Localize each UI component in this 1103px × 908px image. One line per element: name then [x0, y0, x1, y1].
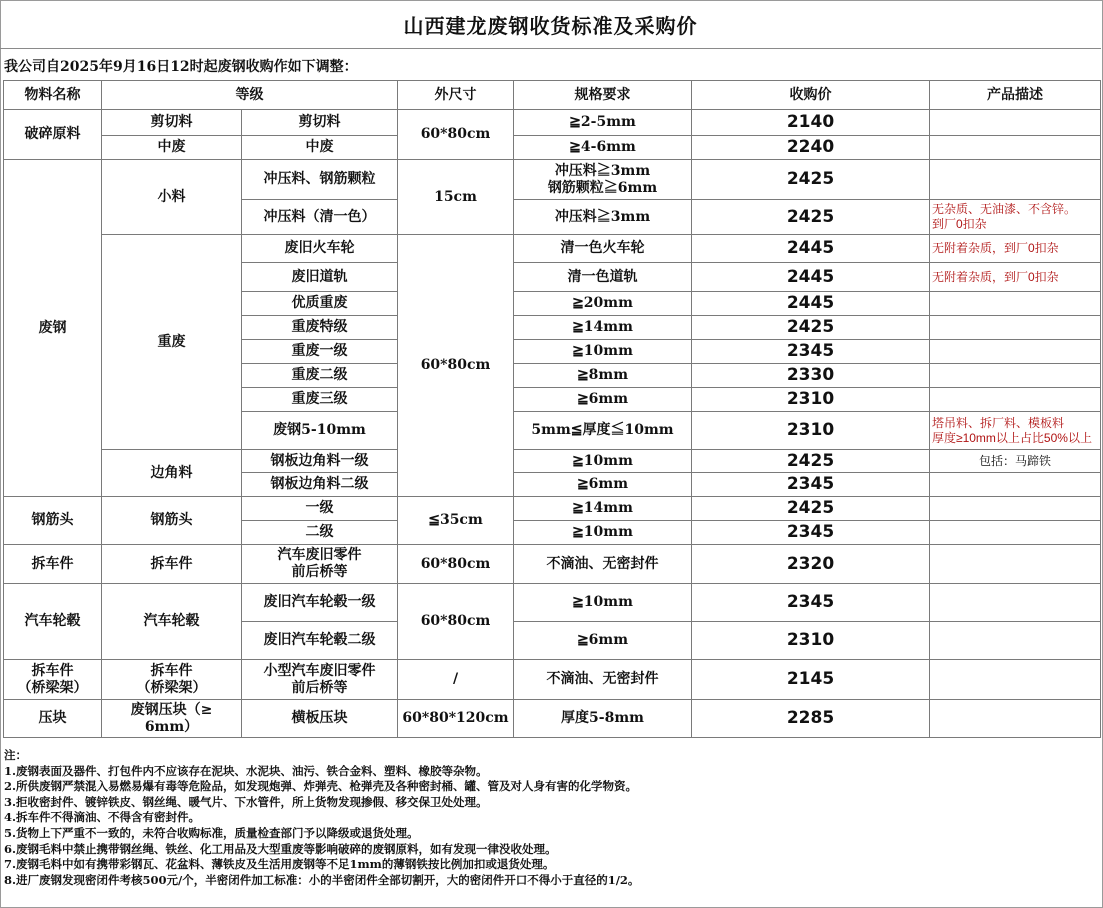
grade-cell: 重废 [102, 235, 242, 450]
spec-cell: ≧4-6mm [514, 136, 692, 160]
spec-cell: 冲压料≧3mm [514, 200, 692, 235]
table-row [4, 160, 1101, 200]
table-row [4, 450, 1101, 473]
grade-cell: 钢筋头 [102, 497, 242, 545]
notes-section [4, 748, 1094, 888]
price-cell: 2445 [692, 292, 930, 316]
table-row [4, 660, 1101, 700]
desc-cell [930, 700, 1101, 738]
grade-cell [102, 660, 242, 700]
material-line: 拆车件 [31, 662, 74, 679]
spec-cell: ≧6mm [514, 473, 692, 497]
notes-heading: 注： [4, 748, 27, 762]
subgrade-cell: 重废特级 [242, 316, 398, 340]
desc-line: 无杂质、无油漆、不含锌。 [932, 202, 1077, 216]
subgrade-cell: 重废一级 [242, 340, 398, 364]
price-cell: 2345 [692, 521, 930, 545]
price-cell: 2425 [692, 450, 930, 473]
table-row [4, 584, 1101, 622]
desc-cell [930, 473, 1101, 497]
table-row [4, 235, 1101, 263]
spec-line: 冲压料≧3mm [554, 162, 651, 179]
desc-line: 塔吊料、拆厂料、模板料 [932, 415, 1065, 430]
desc-line: 到厂0扣杂 [932, 217, 987, 231]
size-cell: 60*80cm [398, 110, 514, 160]
table-row [4, 700, 1101, 738]
desc-cell: 无附着杂质，到厂0扣杂 [930, 263, 1101, 292]
spec-cell: 厚度5-8mm [514, 700, 692, 738]
material-cell: 压块 [4, 700, 102, 738]
size-cell: 60*80cm [398, 545, 514, 584]
subgrade-cell: 冲压料、钢筋颗粒 [242, 160, 398, 200]
table-row [4, 136, 1101, 160]
note-item: 2.所供废钢严禁混入易燃易爆有毒等危险品，如发现炮弹、炸弹壳、枪弹壳及各种密封桶、罐、管及对人身有害的化学物资。 [4, 779, 637, 794]
price-cell: 2310 [692, 622, 930, 660]
grade-cell: 拆车件 [102, 545, 242, 584]
price-cell: 2320 [692, 545, 930, 584]
price-cell: 2345 [692, 473, 930, 497]
header-material: 物料名称 [4, 81, 102, 110]
spec-cell [514, 160, 692, 200]
price-cell: 2445 [692, 263, 930, 292]
spec-cell: 不滴油、无密封件 [514, 660, 692, 700]
material-line: （桥梁架） [17, 679, 88, 696]
subgrade-cell: 废旧汽车轮毂一级 [242, 584, 398, 622]
subgrade-cell: 钢板边角料一级 [242, 450, 398, 473]
spec-cell: ≧6mm [514, 388, 692, 412]
price-cell: 2310 [692, 388, 930, 412]
header-desc: 产品描述 [930, 81, 1101, 110]
spec-cell: ≧14mm [514, 497, 692, 521]
header-size: 外尺寸 [398, 81, 514, 110]
spec-cell: ≧2-5mm [514, 110, 692, 136]
subgrade-cell: 优质重废 [242, 292, 398, 316]
price-cell: 2425 [692, 200, 930, 235]
spec-cell: ≧10mm [514, 521, 692, 545]
subgrade-cell: 废旧火车轮 [242, 235, 398, 263]
subgrade-cell [242, 660, 398, 700]
size-cell: 60*80cm [398, 235, 514, 497]
desc-line: 厚度≥10mm以上占比50%以上 [932, 430, 1092, 445]
grade-line: （桥梁架） [136, 679, 207, 696]
header-spec: 规格要求 [514, 81, 692, 110]
note-item: 3.拒收密封件、镀锌铁皮、钢丝绳、暖气片、下水管件，所上货物发现掺假、移交保卫处处理。 [4, 794, 488, 809]
price-cell: 2285 [692, 700, 930, 738]
material-cell: 废钢 [4, 160, 102, 497]
desc-cell [930, 622, 1101, 660]
price-cell: 2425 [692, 316, 930, 340]
desc-cell [930, 584, 1101, 622]
grade-line: 废钢压块（≥ [130, 701, 213, 718]
price-cell: 2140 [692, 110, 930, 136]
note-item: 7.废钢毛料中如有携带彩钢瓦、花盆料、薄铁皮及生活用废钢等不足1mm的薄钢铁按比例加扣或退货处理。 [4, 857, 555, 872]
desc-cell [930, 497, 1101, 521]
desc-cell [930, 364, 1101, 388]
subgrade-cell: 钢板边角料二级 [242, 473, 398, 497]
desc-cell [930, 110, 1101, 136]
note-item: 6.废钢毛料中禁止携带钢丝绳、铁丝、化工用品及大型重废等影响破碎的废钢原料，如有发现一律没收处理。 [4, 841, 557, 856]
spec-cell: 不滴油、无密封件 [514, 545, 692, 584]
spec-cell: 清一色火车轮 [514, 235, 692, 263]
note-item: 1.废钢表面及器件、打包件内不应该存在泥块、水泥块、油污、铁合金料、塑料、橡胶等杂物。 [4, 763, 488, 778]
subgrade-line: 前后桥等 [291, 564, 348, 580]
material-cell [4, 660, 102, 700]
price-cell: 2445 [692, 235, 930, 263]
desc-cell [930, 340, 1101, 364]
spec-cell: 清一色道轨 [514, 263, 692, 292]
desc-cell [930, 160, 1101, 200]
price-cell: 2145 [692, 660, 930, 700]
grade-line: 拆车件 [150, 662, 193, 679]
subgrade-cell: 二级 [242, 521, 398, 545]
spec-cell: ≧8mm [514, 364, 692, 388]
subgrade-cell: 冲压料（清一色） [242, 200, 398, 235]
header-row [4, 81, 1101, 110]
table-row [4, 497, 1101, 521]
desc-cell [930, 200, 1101, 235]
header-grade: 等级 [102, 81, 398, 110]
spec-cell: ≧10mm [514, 340, 692, 364]
subgrade-line: 汽车废旧零件 [277, 547, 362, 563]
page-title: 山西建龙废钢收货标准及采购价 [0, 0, 1101, 49]
spec-cell: ≧6mm [514, 622, 692, 660]
grade-line: 6mm） [144, 718, 199, 735]
material-cell: 破碎原料 [4, 110, 102, 160]
material-cell: 钢筋头 [4, 497, 102, 545]
desc-cell [930, 292, 1101, 316]
desc-cell [930, 412, 1101, 450]
price-cell: 2345 [692, 584, 930, 622]
grade-cell [102, 700, 242, 738]
note-item: 8.进厂废钢发现密闭件考核500元/个，半密闭件加工标准：小的半密闭件全部切割开，大的密闭件开口不得小于直径的1/2。 [4, 872, 640, 887]
note-item: 5.货物上下严重不一致的，未符合收购标准，质量检查部门予以降级或退货处理。 [4, 825, 419, 840]
price-cell: 2425 [692, 160, 930, 200]
subgrade-cell: 废钢5-10mm [242, 412, 398, 450]
subgrade-cell: 一级 [242, 497, 398, 521]
price-cell: 2330 [692, 364, 930, 388]
size-cell: / [398, 660, 514, 700]
price-cell: 2425 [692, 497, 930, 521]
desc-cell [930, 388, 1101, 412]
desc-cell [930, 545, 1101, 584]
desc-cell [930, 521, 1101, 545]
subgrade-cell: 重废二级 [242, 364, 398, 388]
price-cell: 2310 [692, 412, 930, 450]
spec-cell: ≧10mm [514, 450, 692, 473]
grade-cell: 剪切料 [102, 110, 242, 136]
subgrade-cell [242, 545, 398, 584]
desc-cell [930, 316, 1101, 340]
size-cell: ≦35cm [398, 497, 514, 545]
spec-cell: ≧14mm [514, 316, 692, 340]
header-price: 收购价 [692, 81, 930, 110]
grade-cell: 小料 [102, 160, 242, 235]
table-row [4, 110, 1101, 136]
desc-cell: 无附着杂质，到厂0扣杂 [930, 235, 1101, 263]
price-cell: 2345 [692, 340, 930, 364]
subgrade-cell: 中废 [242, 136, 398, 160]
desc-cell [930, 660, 1101, 700]
material-cell: 拆车件 [4, 545, 102, 584]
spec-cell: ≧20mm [514, 292, 692, 316]
spec-line: 钢筋颗粒≧6mm [547, 179, 658, 196]
spec-cell: 5mm≦厚度≦10mm [514, 412, 692, 450]
adjustment-notice: 我公司自2025年9月16日12时起废钢收购作如下调整： [4, 59, 358, 75]
subgrade-line: 前后桥等 [291, 679, 348, 696]
subgrade-cell: 重废三级 [242, 388, 398, 412]
grade-cell: 中废 [102, 136, 242, 160]
subgrade-cell: 废旧道轨 [242, 263, 398, 292]
price-cell: 2240 [692, 136, 930, 160]
table-row [4, 545, 1101, 584]
material-cell: 汽车轮毂 [4, 584, 102, 660]
price-table [3, 80, 1101, 738]
note-item: 4.拆车件不得滴油、不得含有密封件。 [4, 810, 201, 825]
subgrade-cell: 剪切料 [242, 110, 398, 136]
size-cell: 60*80cm [398, 584, 514, 660]
desc-cell [930, 136, 1101, 160]
grade-cell: 边角料 [102, 450, 242, 497]
size-cell: 60*80*120cm [398, 700, 514, 738]
grade-cell: 汽车轮毂 [102, 584, 242, 660]
subgrade-cell: 横板压块 [242, 700, 398, 738]
spec-cell: ≧10mm [514, 584, 692, 622]
subgrade-cell: 废旧汽车轮毂二级 [242, 622, 398, 660]
desc-cell: 包括：马蹄铁 [930, 450, 1101, 473]
subgrade-line: 小型汽车废旧零件 [263, 662, 376, 679]
size-cell: 15cm [398, 160, 514, 235]
